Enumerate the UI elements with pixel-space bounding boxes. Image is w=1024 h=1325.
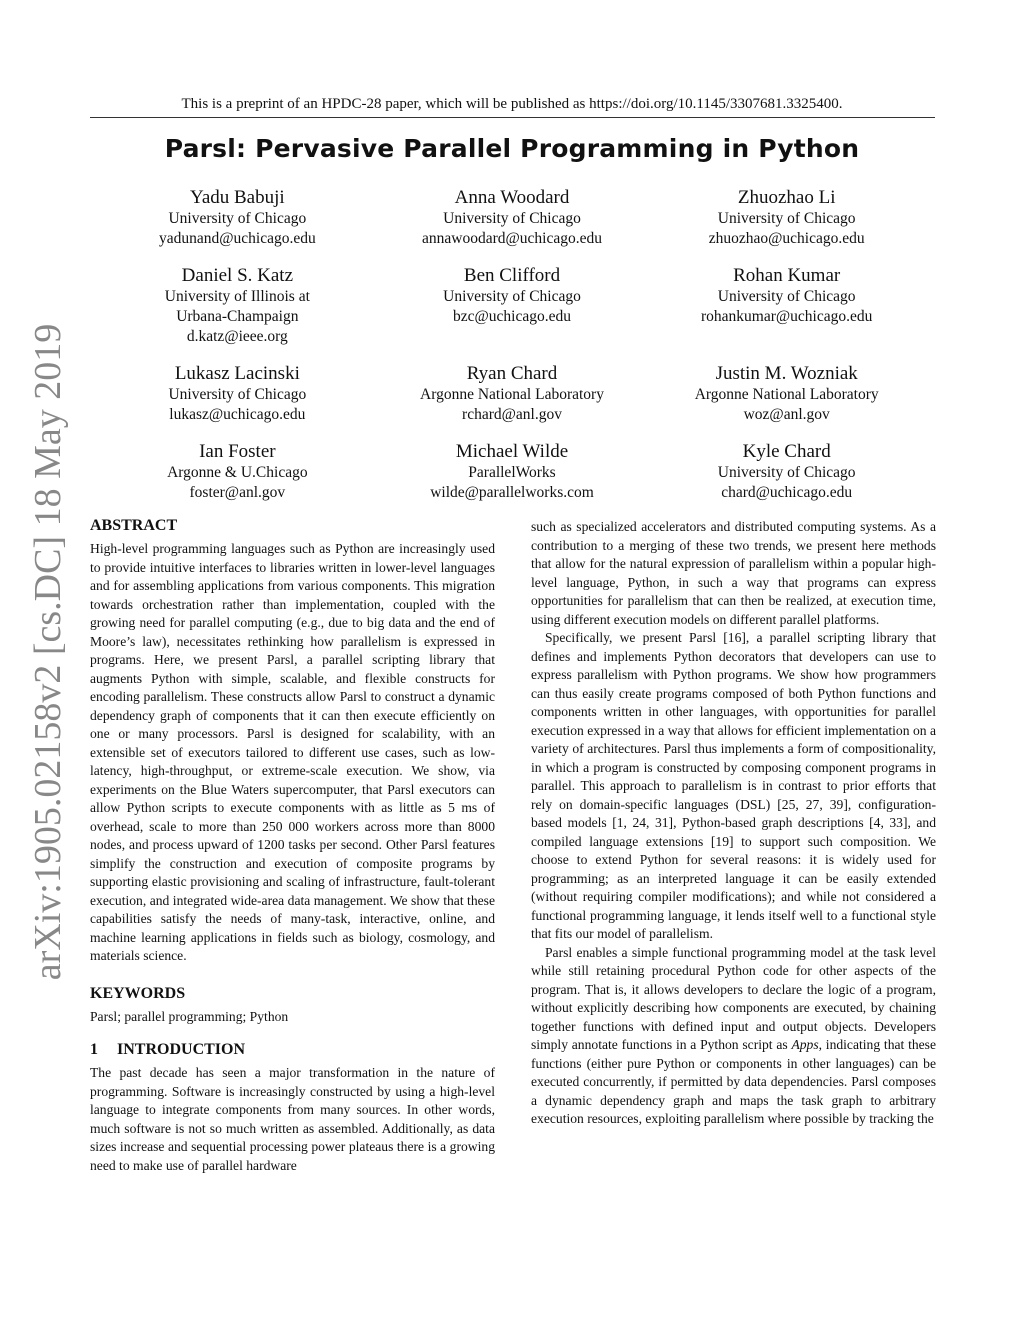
author-email: d.katz@ieee.org [186, 328, 288, 345]
author-block [375, 186, 650, 264]
author-block [649, 186, 924, 264]
author-block [100, 362, 375, 440]
author-name: Ian Foster [199, 441, 276, 462]
author-name: Kyle Chard [742, 441, 831, 462]
para3-text-before: Parsl enables a simple functional programming model at the task level while still retaining procedural Python code for other aspects of the program. That is, it allows developers to declare the logic of a program, without explicitly describing how components are executed, by chaining together functions with defined input and output objects. Developers simply annotate functions in a Python script as [531, 944, 936, 1052]
author-row [100, 264, 924, 362]
author-email: wilde@parallelworks.com [430, 484, 594, 501]
author-block [100, 264, 375, 362]
author-name: Michael Wilde [455, 441, 569, 462]
author-name: Ben Clifford [463, 265, 561, 286]
author-name: Daniel S. Katz [181, 265, 293, 286]
author-email: annawoodard@uchicago.edu [422, 230, 602, 247]
author-block [100, 186, 375, 264]
preprint-note: This is a preprint of an HPDC-28 paper, which will be published as https://doi.org/10.1145/3307681.3325400. [181, 96, 843, 112]
author-affiliation: Urbana-Champaign [176, 308, 299, 325]
author-affiliation: University of Chicago [717, 464, 856, 481]
author-email: rchard@anl.gov [462, 406, 562, 423]
author-block [649, 440, 924, 518]
author-email: bzc@uchicago.edu [453, 308, 571, 325]
keywords-heading: KEYWORDS [90, 984, 186, 1002]
right-paragraph-3 [531, 944, 936, 1129]
author-block [375, 264, 650, 362]
keywords-text: Parsl; parallel programming; Python [90, 1008, 289, 1024]
header-rule [90, 117, 935, 118]
abstract-text: High-level programming languages such as Python are increasingly used to provide intuitive interfaces to libraries written in lower-level languages and for assembling applications from various components. This migration towards orchestration rather than implementation, coupled with the growing need for parallel computing (e.g., due to big data and the end of Moore’s law), necessitates rethinking how parallelism is expressed in programs. Here, we present Parsl, a parallel scripting library that augments Python with simple, scalable, and flexible constructs for encoding parallelism. These constructs allow Parsl to construct a dynamic dependency graph of components that it can then execute efficiently on one or many processors. Parsl is designed for scalability, with an extensible set of executors tailored to different use cases, such as low-latency, high-throughput, or extreme-scale execution. We show, via experiments on the Blue Waters supercomputer, that Parsl executors can allow Python scripts to execute components with as little as 5 ms of overhead, scale to more than 250 000 workers across more than 8000 nodes, and process upward of 1200 tasks per second. Other Parsl features simplify the construction and execution of composite programs by supporting elastic provisioning and scaling of infrastructure, fault-tolerant execution, and integrated wide-area data management. We show that these capabilities satisfy the needs of many-task, interactive, online, and machine learning applications in fields such as biology, cosmology, and materials science. [90, 541, 495, 963]
author-name: Justin M. Wozniak [715, 363, 858, 384]
author-name: Anna Woodard [454, 187, 570, 208]
author-affiliation: Argonne National Laboratory [694, 386, 879, 403]
left-column [90, 516, 495, 1175]
right-column [531, 518, 936, 1129]
right-paragraph-2: Specifically, we present Parsl [16], a parallel scripting library that defines and implements Python decorators that developers can use to express parallelism with Python programs. We show how programmers can thus easily create programs composed of both Python functions and components written in other languages, with opportunities for parallel execution expressed in a way that allows for efficient implementation on a variety of architectures. Parsl thus implements a form of compositionality, in which a program is constructed by composing component programs in parallel. This approach to parallelism is in contrast to prior efforts that rely on domain-specific languages (DSL) [25, 27, 39], configuration-based models [1, 24, 31], Python-based graph descriptions [4, 33], and compiled language extensions [19] to support such composition. We choose to extend Python for several reasons: it is widely used for programming; as an interpreted language it can be easily extended (without requiring compiler modifications); and while not considered a functional programming language, it lends itself well to a functional style that fits our model of parallelism. [531, 630, 936, 941]
author-block [649, 264, 924, 362]
arxiv-stamp: arXiv:1905.02158v2 [cs.DC] 18 May 2019 [27, 323, 69, 981]
section-title: INTRODUCTION [117, 1041, 246, 1058]
paper-title: Parsl: Pervasive Parallel Programming in Python [164, 134, 860, 163]
author-affiliation: University of Chicago [717, 288, 856, 305]
author-affiliation: Argonne National Laboratory [420, 386, 604, 403]
author-email: lukasz@uchicago.edu [169, 406, 306, 423]
intro-paragraph: The past decade has seen a major transformation in the nature of programming. Software is increasingly constructed by using a high-level language to integrate components from many sources. In other words, much software is not so much written as assembled. Additionally, as data sizes increase and sequential processing power plateaus there is a growing need to make use of parallel hardware [90, 1065, 495, 1173]
author-email: zhuozhao@uchicago.edu [708, 230, 865, 247]
author-name: Lukasz Lacinski [174, 363, 300, 384]
author-affiliation: ParallelWorks [468, 464, 556, 481]
abstract-heading: ABSTRACT [90, 517, 178, 534]
author-email: chard@uchicago.edu [721, 484, 853, 501]
author-affiliation: University of Chicago [443, 288, 581, 305]
author-name: Rohan Kumar [733, 265, 841, 286]
apps-term: Apps [791, 1037, 819, 1052]
author-affiliation: University of Chicago [717, 210, 856, 227]
author-row [100, 362, 924, 440]
author-block [100, 440, 375, 518]
para3-text-after: , indicating that these functions (either pure Python or components in other languages) can be executed concurrently, if permitted by data dependencies. Parsl composes a dynamic dependency graph and maps the task graph to arbitrary execution resources, exploiting parallelism where possible by tracking the [531, 1037, 936, 1126]
author-affiliation: University of Illinois at [164, 288, 310, 305]
author-affiliation: University of Chicago [168, 386, 307, 403]
right-paragraph-1: such as specialized accelerators and distributed computing systems. As a contribution to a merging of these two trends, we present here methods that allow for the natural expression of parallelism within a popular high-level language, Python, in such a way that programs can express opportunities for parallelism that can then be realized, at execution time, using different execution models on different parallel platforms. [531, 519, 936, 627]
author-block [375, 362, 650, 440]
author-row [100, 186, 924, 264]
author-grid [100, 186, 924, 518]
author-block [375, 440, 650, 518]
author-name: Ryan Chard [466, 363, 558, 384]
author-block [649, 362, 924, 440]
author-name: Zhuozhao Li [737, 187, 836, 208]
introduction-heading [90, 1040, 495, 1060]
author-affiliation: University of Chicago [443, 210, 581, 227]
author-name: Yadu Babuji [190, 187, 285, 208]
author-email: foster@anl.gov [189, 484, 286, 501]
author-email: yadunand@uchicago.edu [158, 230, 316, 247]
author-email: rohankumar@uchicago.edu [700, 308, 873, 325]
author-row [100, 440, 924, 518]
section-number: 1 [90, 1041, 98, 1058]
author-affiliation: University of Chicago [168, 210, 307, 227]
author-email: woz@anl.gov [743, 406, 830, 423]
author-affiliation: Argonne & U.Chicago [167, 464, 308, 481]
